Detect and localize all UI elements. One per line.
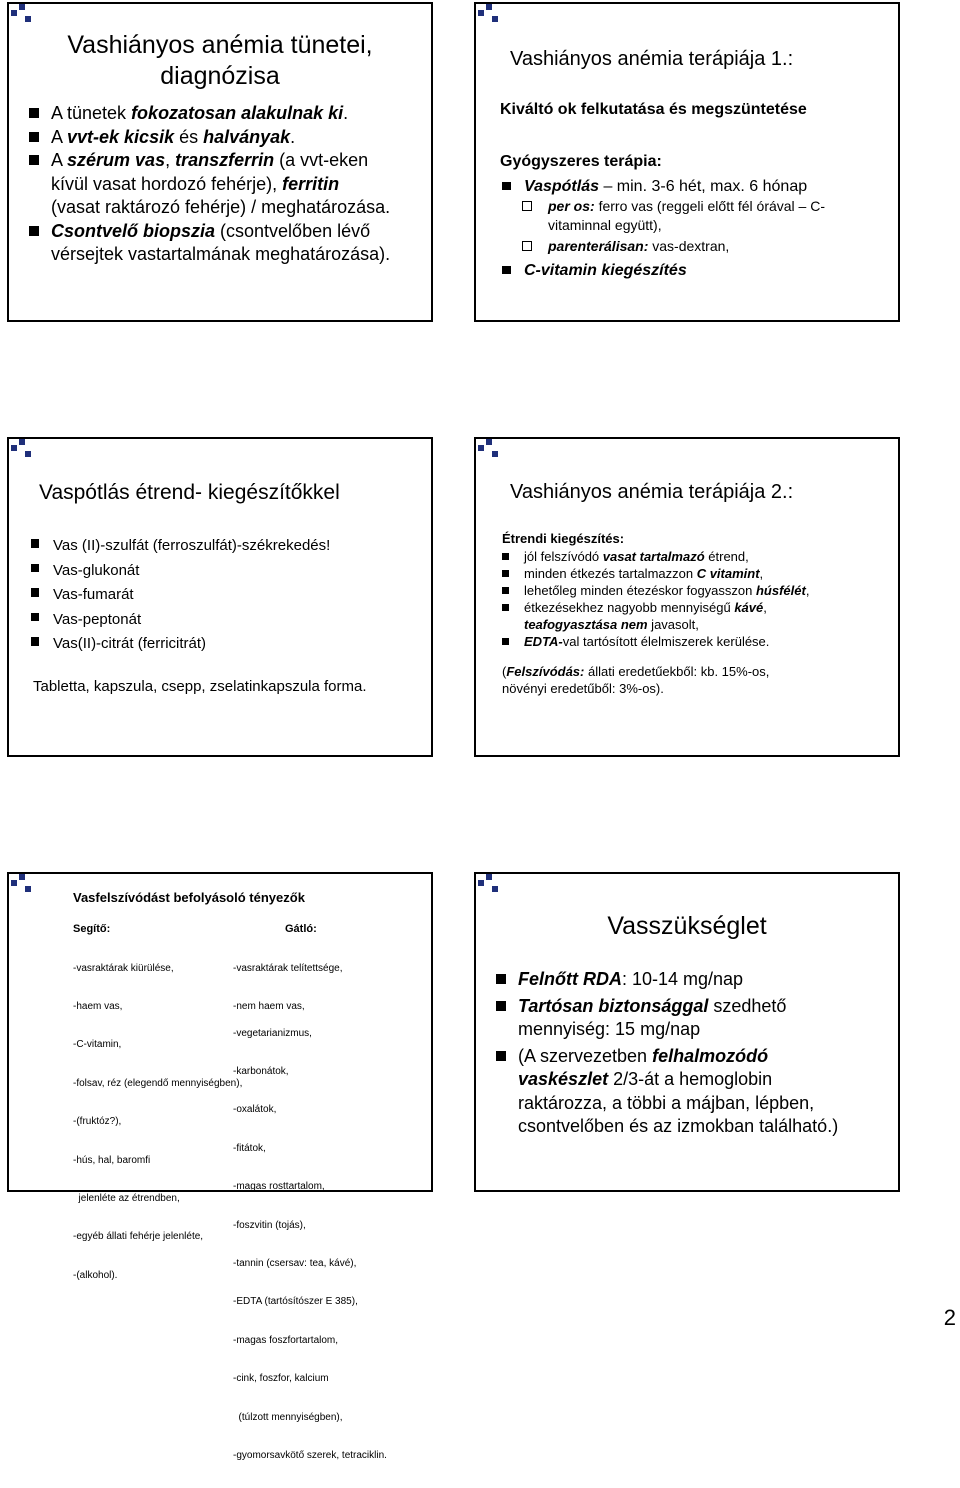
- page-number: 2: [943, 1305, 956, 1330]
- slide-title: Vaspótlás étrend- kiegészítőkkel: [39, 481, 340, 504]
- list-item: lehetőleg minden étezéskor fogyasszon húsfélét,: [502, 582, 892, 599]
- slide-2: [474, 2, 900, 322]
- list-item: Vaspótlás – min. 3-6 hét, max. 6 hónap: [502, 176, 892, 197]
- list-item: Csontvelő biopszia (csontvelőben lévő vérsejtek vastartalmának meghatározása).: [29, 220, 424, 267]
- slide-decoration: [7, 872, 37, 902]
- list-item: Vas-fumarát: [31, 583, 426, 608]
- slide-4: [474, 437, 900, 757]
- slide-subtitle: Kiváltó ok felkutatása és megszüntetése: [500, 101, 807, 118]
- list-item: EDTA-val tartósított élelmiszerek kerülése.: [502, 633, 892, 650]
- inhibiting-factors: -vasraktárak telítettsége, -nem haem vas,: [233, 962, 343, 1012]
- slide-decoration: [474, 2, 504, 32]
- list-item: Tartósan biztonsággal szedhető mennyiség: 15 mg/nap: [496, 995, 891, 1042]
- slide-title: Vashiányos anémia terápiája 1.:: [510, 48, 794, 70]
- absorption-note: (Felszívódás: állati eredetűekből: kb. 15%-os, növényi eredetűből: 3%-os).: [502, 664, 770, 696]
- bullet-list: [496, 968, 891, 1139]
- sub-list-item: parenterálisan: vas-dextran,: [522, 237, 892, 256]
- slide-decoration: [7, 437, 37, 467]
- bullet-list: [29, 102, 424, 267]
- list-item: A szérum vas, transzferrin (a vvt-eken kívül vasat hordozó fehérje), ferritin (vasat raktározó fehérje) / meghatározása.: [29, 149, 424, 220]
- list-item: A tünetek fokozatosan alakulnak ki.: [29, 102, 424, 126]
- slide-title: Vasszükséglet: [607, 912, 767, 940]
- list-item: jól felszívódó vasat tartalmazó étrend,: [502, 548, 892, 565]
- list-item: (A szervezetben felhalmozódó vaskészlet 2/3-át a hemoglobin raktározza, a többi a májban, lépben, csontvelőben és az izmokban található.): [496, 1045, 891, 1139]
- list-item: Vas (II)-szulfát (ferroszulfát)-székrekedés!: [31, 534, 426, 559]
- col-heading-helping: Segítő:: [73, 923, 111, 935]
- section-heading: Gyógyszeres terápia:: [500, 153, 662, 170]
- bullet-list: [502, 548, 892, 650]
- list-item: C-vitamin kiegészítés: [502, 260, 892, 281]
- slide-6: [474, 872, 900, 1192]
- slide-5: [7, 872, 433, 1461]
- slide-footer: Tabletta, kapszula, csepp, zselatinkapszula forma.: [33, 678, 367, 695]
- list-item: Felnőtt RDA: 10-14 mg/nap: [496, 968, 891, 992]
- list-item: étkezésekhez nagyobb mennyiségű kávé, teafogyasztása nem javasolt,: [502, 599, 892, 633]
- section-heading: Étrendi kiegészítés:: [502, 531, 625, 546]
- slide-decoration: [474, 872, 504, 902]
- list-item: Vas-glukonát: [31, 559, 426, 584]
- slide-title: Vashiányos anémia tünetei, diagnózisa: [67, 31, 373, 90]
- col-heading-inhibiting: Gátló:: [285, 923, 317, 935]
- bullet-list: [31, 534, 426, 657]
- sub-list-item: per os: ferro vas (reggeli előtt fél órával – C- vitaminnal együtt),: [522, 197, 892, 235]
- list-item: A vvt-ek kicsik és halványak.: [29, 126, 424, 150]
- slide-title: Vasfelszívódást befolyásoló tényezők: [73, 890, 305, 905]
- slide-decoration: [7, 2, 37, 32]
- slide-3: [7, 437, 433, 757]
- slide-1: [7, 2, 433, 322]
- inhibiting-factors-cont: -vegetarianizmus, -karbonátok, -oxalátok, -fitátok, -magas rosttartalom, -foszvitin (tojás), -tannin (csersav: tea, kávé), -EDTA (tartósítószer E 385), -magas foszfortartalom, -cink, foszfor, kalcium (túlzott mennyiségben), -gyomorsavkötő szerek, tetraciklin.: [233, 1027, 387, 1461]
- list-item: minden étkezés tartalmazzon C vitamint,: [502, 565, 892, 582]
- list-item: Vas-peptonát: [31, 608, 426, 633]
- slide-decoration: [474, 437, 504, 467]
- helping-factors: -vasraktárak kiürülése, -haem vas, -C-vitamin, -folsav, réz (elegendő mennyiségben), -(fruktóz?), -hús, hal, baromfi jelenléte az étrendben, -egyéb állati fehérje jelenléte, -(alkohol).: [73, 962, 243, 1281]
- list-item: Vas(II)-citrát (ferricitrát): [31, 632, 426, 657]
- slide-title: Vashiányos anémia terápiája 2.:: [510, 481, 794, 503]
